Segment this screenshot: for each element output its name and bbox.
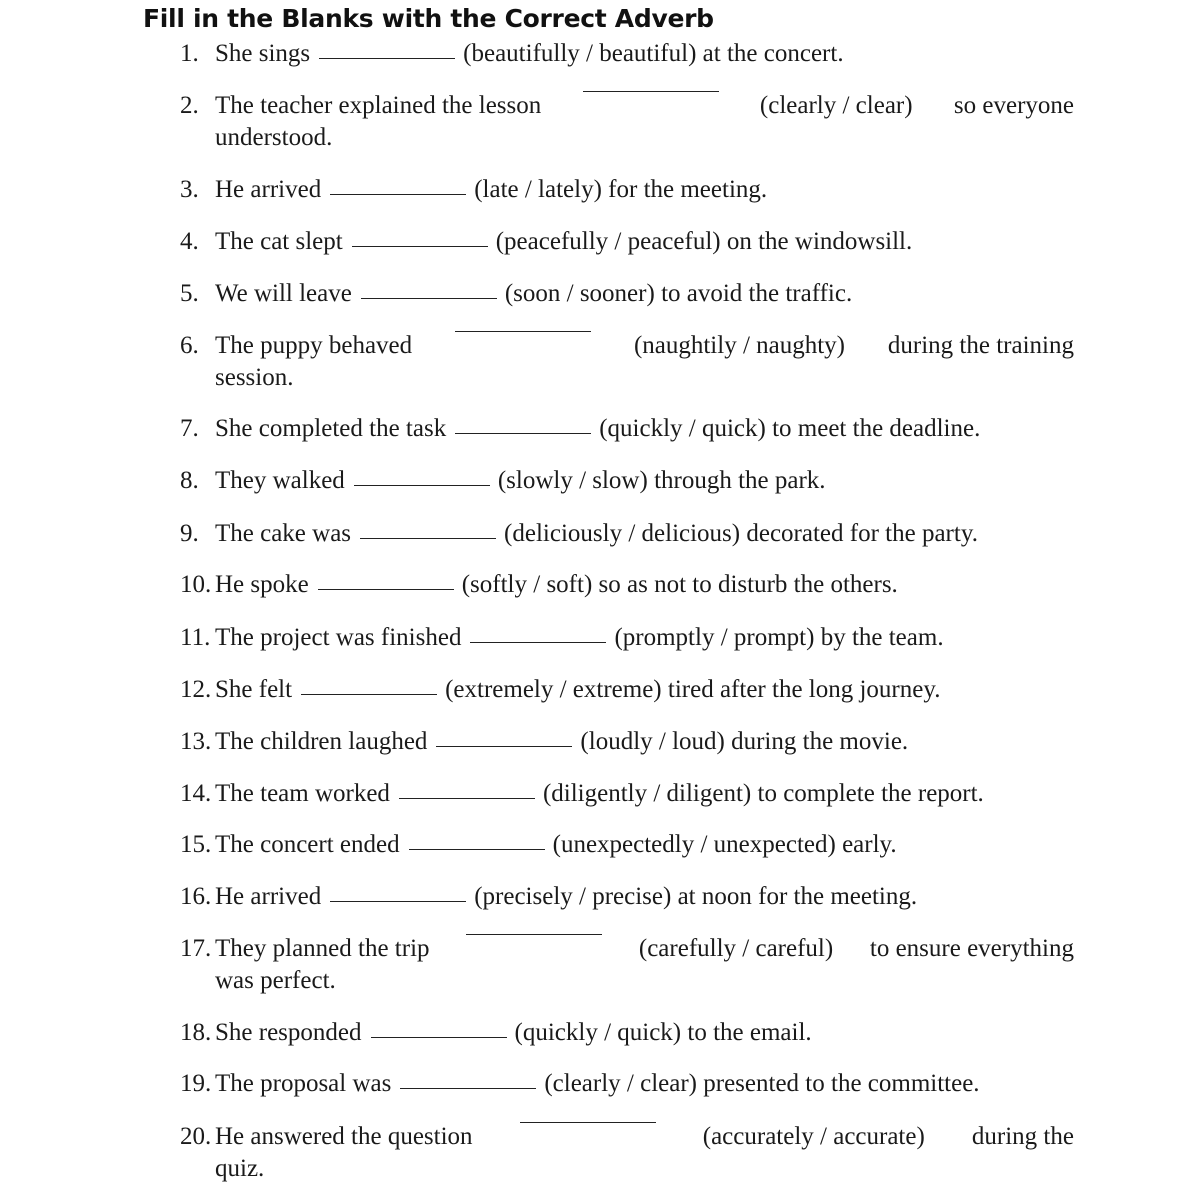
answer-options: (soon / sooner) [504, 280, 655, 307]
question-text-before: She completed the task [215, 415, 447, 442]
question-text-before: They planned the trip [215, 935, 430, 962]
question-number: 18. [180, 1019, 212, 1046]
answer-blank[interactable] [583, 90, 719, 92]
answer-options: (extremely / extreme) [445, 676, 662, 703]
answer-blank[interactable] [330, 193, 466, 195]
question-text-after: for the meeting. [608, 176, 768, 203]
answer-blank[interactable] [455, 330, 591, 332]
question-number: 5. [180, 280, 199, 307]
question-text-after: to meet the deadline. [772, 415, 981, 442]
question-text-after: so everyone [953, 92, 1074, 119]
answer-options: (accurately / accurate) [702, 1123, 925, 1150]
question-number: 2. [180, 92, 199, 119]
answer-options: (peacefully / peaceful) [495, 228, 721, 255]
answer-blank[interactable] [352, 245, 488, 247]
answer-blank[interactable] [455, 432, 591, 434]
question-number: 10. [180, 571, 212, 598]
answer-blank[interactable] [318, 588, 454, 590]
answer-options: (unexpectedly / unexpected) [552, 831, 836, 858]
question-text-after: to avoid the traffic. [661, 280, 853, 307]
answer-blank[interactable] [371, 1036, 507, 1038]
question-number: 7. [180, 415, 199, 442]
question-text-after: at noon for the meeting. [677, 883, 918, 910]
question-number: 4. [180, 228, 199, 255]
answer-options: (diligently / diligent) [542, 780, 752, 807]
question-text-before: The teacher explained the lesson [215, 92, 542, 119]
question-number: 20. [180, 1123, 212, 1150]
answer-blank[interactable] [470, 641, 606, 643]
question-text-before: We will leave [215, 280, 352, 307]
question-text-before: She felt [215, 676, 293, 703]
question-number: 14. [180, 780, 212, 807]
answer-options: (quickly / quick) [599, 415, 766, 442]
question-text-before: The cake was [215, 520, 352, 547]
question-text-continuation: session. [215, 364, 294, 391]
answer-options: (beautifully / beautiful) [463, 40, 697, 67]
question-text-before: He answered the question [215, 1123, 473, 1150]
question-number: 15. [180, 831, 212, 858]
question-text-before: The children laughed [215, 728, 428, 755]
answer-blank[interactable] [330, 900, 466, 902]
question-text-before: He arrived [215, 176, 322, 203]
question-text-before: The project was finished [215, 624, 462, 651]
answer-blank[interactable] [361, 297, 497, 299]
question-text-continuation: was perfect. [215, 967, 336, 994]
answer-options: (slowly / slow) [497, 467, 648, 494]
answer-options: (carefully / careful) [638, 935, 834, 962]
answer-options: (clearly / clear) [544, 1070, 698, 1097]
answer-blank[interactable] [319, 57, 455, 59]
question-text-after: to ensure everything [869, 935, 1074, 962]
question-number: 1. [180, 40, 199, 67]
question-number: 9. [180, 520, 199, 547]
answer-blank[interactable] [409, 848, 545, 850]
question-text-before: The proposal was [215, 1070, 392, 1097]
question-number: 3. [180, 176, 199, 203]
answer-blank[interactable] [360, 537, 496, 539]
question-text-after: tired after the long journey. [667, 676, 941, 703]
question-number: 6. [180, 332, 199, 359]
question-text-before: She sings [215, 40, 311, 67]
answer-blank[interactable] [520, 1121, 656, 1123]
worksheet-title: Fill in the Blanks with the Correct Adverb [143, 4, 714, 33]
answer-blank[interactable] [400, 1087, 536, 1089]
question-text-before: She responded [215, 1019, 362, 1046]
question-number: 13. [180, 728, 212, 755]
answer-options: (deliciously / delicious) [504, 520, 741, 547]
answer-blank[interactable] [399, 797, 535, 799]
question-number: 8. [180, 467, 199, 494]
question-text-after: to the email. [687, 1019, 812, 1046]
answer-blank[interactable] [354, 484, 490, 486]
question-text-before: The puppy behaved [215, 332, 413, 359]
question-text-after: by the team. [820, 624, 944, 651]
question-text-after: to complete the report. [757, 780, 984, 807]
answer-options: (promptly / prompt) [614, 624, 815, 651]
question-number: 17. [180, 935, 212, 962]
answer-blank[interactable] [466, 933, 602, 935]
question-text-after: at the concert. [702, 40, 844, 67]
question-text-before: He spoke [215, 571, 309, 598]
question-number: 11. [180, 624, 211, 651]
question-text-before: The concert ended [215, 831, 400, 858]
question-text-after: during the training [887, 332, 1074, 359]
question-text-after: on the windowsill. [726, 228, 913, 255]
answer-options: (loudly / loud) [580, 728, 725, 755]
answer-options: (quickly / quick) [514, 1019, 682, 1046]
answer-blank[interactable] [301, 693, 437, 695]
question-text-after: presented to the committee. [703, 1070, 980, 1097]
question-text-after: early. [842, 831, 897, 858]
answer-options: (late / lately) [474, 176, 602, 203]
question-text-before: He arrived [215, 883, 322, 910]
answer-options: (softly / soft) [461, 571, 593, 598]
question-text-after: decorated for the party. [746, 520, 978, 547]
question-number: 16. [180, 883, 212, 910]
question-text-before: The team worked [215, 780, 390, 807]
question-text-continuation: quiz. [215, 1155, 265, 1182]
question-text-before: The cat slept [215, 228, 343, 255]
question-text-continuation: understood. [215, 124, 333, 151]
answer-options: (clearly / clear) [759, 92, 913, 119]
question-text-after: during the movie. [731, 728, 909, 755]
answer-options: (precisely / precise) [474, 883, 672, 910]
question-text-before: They walked [215, 467, 345, 494]
question-number: 19. [180, 1070, 212, 1097]
answer-blank[interactable] [436, 745, 572, 747]
question-number: 12. [180, 676, 212, 703]
question-text-after: through the park. [654, 467, 826, 494]
question-text-after: during the [971, 1123, 1074, 1150]
answer-options: (naughtily / naughty) [633, 332, 846, 359]
question-text-after: so as not to disturb the others. [598, 571, 898, 598]
